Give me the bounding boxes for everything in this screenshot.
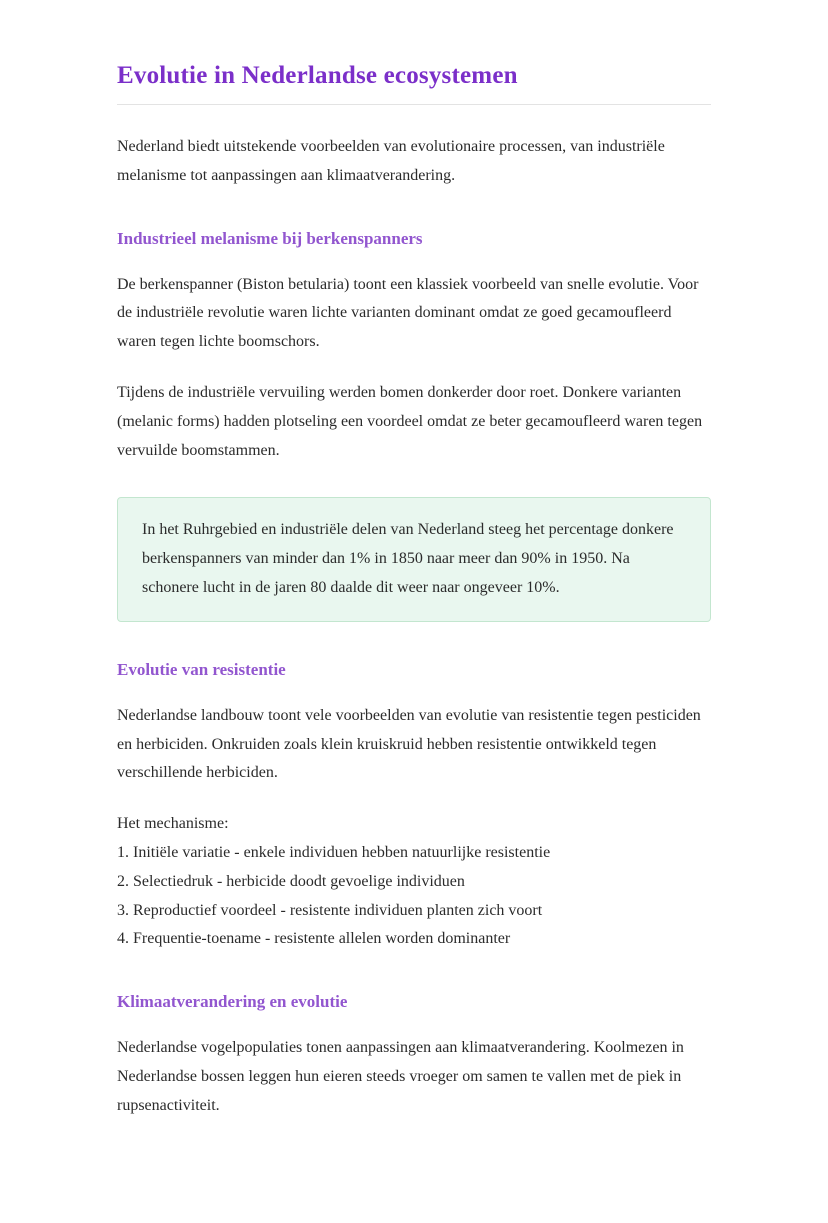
mechanism-step-3: 3. Reproductief voordeel - resistente individuen planten zich voort	[117, 901, 543, 919]
highlight-callout	[117, 497, 711, 621]
mechanism-step-4: 4. Frequentie-toename - resistente allelen worden dominanter	[117, 930, 511, 948]
mechanism-step-2: 2. Selectiedruk - herbicide doodt gevoelige individuen	[117, 872, 465, 890]
mechanism-label: Het mechanisme:	[117, 815, 229, 833]
melanisme-paragraph-1: De berkenspanner (Biston betularia) toont een klassiek voorbeeld van snelle evolutie. Voor de industriële revolutie waren lichte varianten dominant omdat ze goed gecamoufleerd waren tegen lichte boomschors.	[117, 275, 699, 351]
mechanism-block	[117, 810, 711, 954]
intro-paragraph: Nederland biedt uitstekende voorbeelden van evolutionaire processen, van industriële melanisme tot aanpassingen aan klimaatverandering.	[117, 138, 665, 184]
klimaat-paragraph-1: Nederlandse vogelpopulaties tonen aanpassingen aan klimaatverandering. Koolmezen in Nederlandse bossen leggen hun eieren steeds vroeger om samen te vallen met de piek in rupsenactiviteit.	[117, 1039, 684, 1114]
section-heading-resistentie: Evolutie van resistentie	[117, 659, 286, 679]
resistentie-paragraph-1: Nederlandse landbouw toont vele voorbeelden van evolutie van resistentie tegen pesticiden en herbiciden. Onkruiden zoals klein kruiskruid hebben resistentie ontwikkeld tegen verschillende herbiciden.	[117, 706, 701, 782]
mechanism-step-1: 1. Initiële variatie - enkele individuen hebben natuurlijke resistentie	[117, 843, 551, 861]
page-title: Evolutie in Nederlandse ecosystemen	[117, 62, 518, 89]
document-page	[117, 0, 711, 1223]
callout-text: In het Ruhrgebied en industriële delen van Nederland steeg het percentage donkere berkenspanners van minder dan 1% in 1850 naar meer dan 90% in 1950. Na schonere lucht in de jaren 80 daalde dit weer naar ongeveer 10%.	[142, 521, 674, 596]
section-heading-klimaat: Klimaatverandering en evolutie	[117, 992, 348, 1012]
title-divider	[117, 104, 711, 105]
melanisme-paragraph-2: Tijdens de industriële vervuiling werden bomen donkerder door roet. Donkere varianten (melanic forms) hadden plotseling een voordeel omdat ze beter gecamoufleerd waren tegen vervuilde boomstammen.	[117, 383, 703, 459]
section-heading-melanisme: Industrieel melanisme bij berkenspanners	[117, 228, 423, 248]
